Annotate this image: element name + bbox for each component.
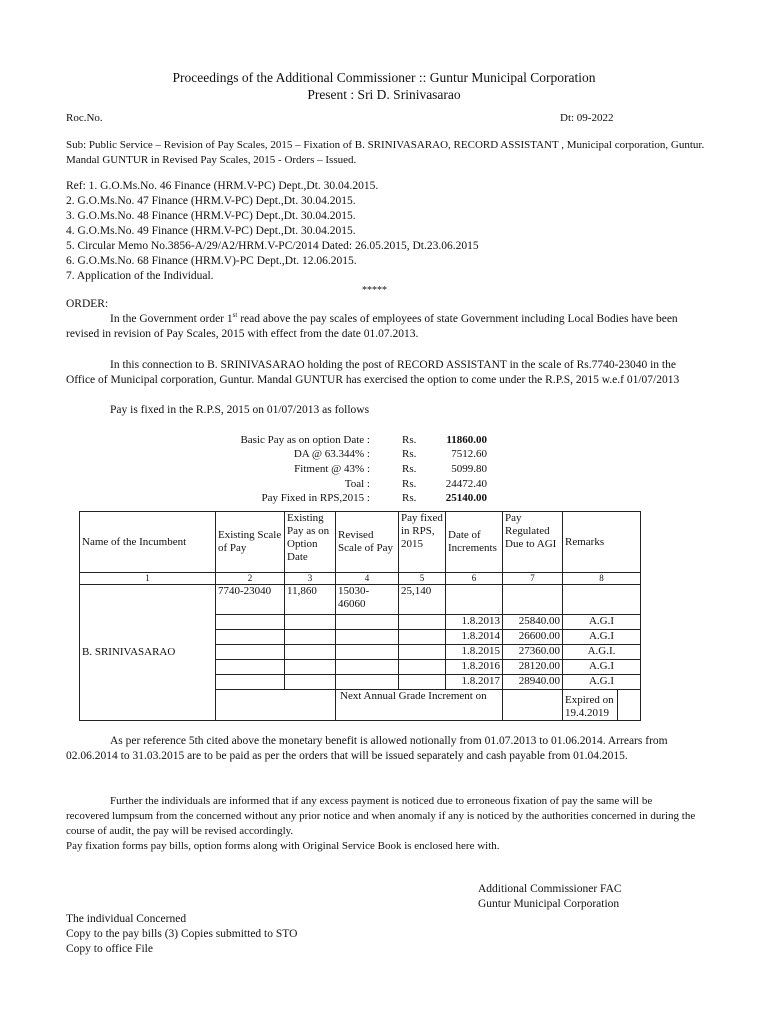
remark-cell: A.G.I [563, 630, 641, 645]
distribution-item: Copy to office File [66, 943, 153, 955]
column-number: 6 [446, 573, 503, 585]
empty-cell [285, 675, 336, 690]
column-number: 5 [399, 573, 446, 585]
pay-row-total [180, 477, 490, 492]
empty-cell [285, 660, 336, 675]
paragraph-1-text-rest: read above the pay scales of employees of state Government including Local Bodies have been revised in revision of Pay Scales, 2015 with effect from the date 01.07.2013. [66, 313, 678, 340]
present-line: Present : Sri D. Srinivasarao [307, 87, 461, 102]
regulated-pay: 28940.00 [503, 675, 563, 690]
pay-label: Basic Pay as on option Date : [240, 434, 370, 446]
column-number: 7 [503, 573, 563, 585]
regulated-pay: 26600.00 [503, 630, 563, 645]
table-header-cell: Pay fixed in RPS, 2015 [399, 512, 446, 573]
expired-text: Expired on 19.4.2019 [563, 690, 618, 720]
paragraph-4 [66, 734, 696, 764]
paragraph-2: In this connection to B. SRINIVASARAO holding the post of RECORD ASSISTANT in the scale of Rs.7740-23040 in the Office of Municipal corporation, Guntur. Mandal GUNTUR has exercised the option to come under the R.P.S, 2015 w.e.f 01/07/2013 [66, 359, 680, 386]
table-header-cell: Existing Scale of Pay [216, 512, 285, 573]
roc-number: Roc.No. [66, 112, 103, 124]
table-header-cell: Revised Scale of Pay [336, 512, 399, 573]
empty-cell [336, 675, 399, 690]
increment-date: 1.8.2013 [446, 615, 503, 630]
table-header-cell: Pay Regulated Due to AGI [503, 512, 563, 573]
pay-label: Fitment @ 43% : [294, 463, 370, 475]
regulated-pay: 27360.00 [503, 645, 563, 660]
paragraph-3: Pay is fixed in the R.P.S, 2015 on 01/07/2013 as follows [110, 404, 370, 416]
empty-cell [399, 645, 446, 660]
table-row [80, 585, 641, 615]
empty-cell [399, 630, 446, 645]
table-header-cell: Name of the Incumbent [80, 512, 216, 573]
separator-stars: ***** [362, 285, 387, 296]
table-header-cell: Remarks [563, 512, 641, 573]
next-increment-label: Next Annual Grade Increment on [336, 690, 503, 721]
paragraph-4-text: As per reference 5th cited above the monetary benefit is allowed notionally from 01.07.2013 to 01.06.2014. Arrears from 02.06.2014 to 31.03.2015 are to be paid as per the orders that will be issued separately and cash payable from 01.04.2015. [66, 735, 668, 762]
paragraph-5-text: Further the individuals are informed that if any excess payment is noticed due to erroneous fixation of pay the same will be recovered lumpsum from the concerned without any prior notice and when anomaly if any is noticed by the authorities concerned in during the course of audit, the pay will be revised accordingly. [66, 795, 696, 837]
pay-row-fitment [180, 462, 490, 477]
empty-cell [216, 615, 285, 630]
empty-cell [563, 585, 641, 615]
order-date: Dt: 09-2022 [560, 112, 614, 124]
paragraph-5 [66, 794, 696, 839]
paragraph-1 [66, 312, 688, 342]
existing-scale-cell: 7740-23040 [216, 585, 285, 615]
distribution-item: Copy to the pay bills (3) Copies submitted to STO [66, 928, 298, 940]
pay-label: Toal : [344, 478, 370, 490]
reference-item: 6. G.O.Ms.No. 68 Finance (HRM.V)-PC Dept.,Dt. 12.06.2015. [66, 255, 357, 267]
signature-title: Additional Commissioner FAC [478, 883, 622, 895]
increment-date: 1.8.2015 [446, 645, 503, 660]
paragraph-6: Pay fixation forms pay bills, option forms along with Original Service Book is enclosed here with. [66, 840, 500, 852]
rs-label: Rs. [402, 434, 417, 446]
increment-date: 1.8.2017 [446, 675, 503, 690]
empty-cell [399, 660, 446, 675]
rs-label: Rs. [402, 478, 417, 490]
empty-subcell [618, 690, 640, 720]
reference-item: Ref: 1. G.O.Ms.No. 46 Finance (HRM.V-PC) Dept.,Dt. 30.04.2015. [66, 180, 379, 192]
pay-amount: 25140.00 [445, 492, 487, 504]
increment-date: 1.8.2016 [446, 660, 503, 675]
pay-row-fixed [180, 491, 490, 506]
increment-date: 1.8.2014 [446, 630, 503, 645]
rs-label: Rs. [402, 463, 417, 475]
column-number: 2 [216, 573, 285, 585]
ordinal-superscript: st [232, 311, 238, 320]
table-column-number-row [80, 573, 641, 585]
subject-line: Sub: Public Service – Revision of Pay Scales, 2015 – Fixation of B. SRINIVASARAO, RECORD ASSISTANT , Municipal corporation, Guntur. Mandal GUNTUR in Revised Pay Scales, 2015 - Orders – Issued. [66, 139, 705, 166]
remark-cell: A.G.I [563, 615, 641, 630]
reference-item: 7. Application of the Individual. [66, 270, 214, 282]
empty-cell [216, 645, 285, 660]
empty-cell [216, 690, 336, 721]
expired-cell [563, 690, 641, 721]
distribution-item: The individual Concerned [66, 913, 187, 925]
existing-pay-cell: 11,860 [285, 585, 336, 615]
empty-cell [446, 585, 503, 615]
reference-item: 4. G.O.Ms.No. 49 Finance (HRM.V-PC) Dept.,Dt. 30.04.2015. [66, 225, 356, 237]
reference-item: 5. Circular Memo No.3856-A/29/A2/HRM.V-PC/2014 Dated: 26.05.2015, Dt.23.06.2015 [66, 240, 479, 252]
pay-row-basic [180, 433, 490, 448]
remark-cell: A.G.I [563, 675, 641, 690]
empty-cell [503, 585, 563, 615]
signature-organization: Guntur Municipal Corporation [478, 898, 620, 910]
order-label: ORDER: [66, 298, 109, 310]
pay-amount: 11860.00 [446, 434, 487, 446]
incumbent-name: B. SRINIVASARAO [80, 585, 216, 721]
pay-fixation-table [79, 511, 641, 721]
pay-fixed-cell: 25,140 [399, 585, 446, 615]
column-number: 3 [285, 573, 336, 585]
remark-cell: A.G.I [563, 660, 641, 675]
table-header-cell: Date of Increments [446, 512, 503, 573]
empty-cell [503, 690, 563, 721]
pay-amount: 24472.40 [445, 478, 487, 490]
regulated-pay: 25840.00 [503, 615, 563, 630]
empty-cell [399, 615, 446, 630]
revised-scale-cell: 15030-46060 [336, 585, 399, 615]
empty-cell [216, 660, 285, 675]
empty-cell [216, 675, 285, 690]
document-title: Proceedings of the Additional Commissioner :: Guntur Municipal Corporation [172, 70, 596, 85]
regulated-pay: 28120.00 [503, 660, 563, 675]
column-number: 4 [336, 573, 399, 585]
pay-amount: 7512.60 [451, 448, 487, 460]
table-header-cell: Existing Pay as on Option Date [285, 512, 336, 573]
empty-cell [285, 615, 336, 630]
pay-row-da [180, 447, 490, 462]
empty-cell [285, 630, 336, 645]
rs-label: Rs. [402, 448, 417, 460]
reference-item: 2. G.O.Ms.No. 47 Finance (HRM.V-PC) Dept.,Dt. 30.04.2015. [66, 195, 356, 207]
empty-cell [336, 645, 399, 660]
pay-label: DA @ 63.344% : [293, 448, 370, 460]
empty-cell [399, 675, 446, 690]
column-number: 1 [80, 573, 216, 585]
pay-label: Pay Fixed in RPS,2015 : [261, 492, 370, 504]
remark-cell: A.G.I. [563, 645, 641, 660]
column-number: 8 [563, 573, 641, 585]
pay-amount: 5099.80 [451, 463, 487, 475]
empty-cell [285, 645, 336, 660]
rs-label: Rs. [402, 492, 417, 504]
reference-item: 3. G.O.Ms.No. 48 Finance (HRM.V-PC) Dept.,Dt. 30.04.2015. [66, 210, 356, 222]
empty-cell [336, 630, 399, 645]
empty-cell [336, 660, 399, 675]
table-header-row [80, 512, 641, 573]
paragraph-1-text: In the Government order 1 [110, 313, 233, 325]
empty-cell [216, 630, 285, 645]
empty-cell [336, 615, 399, 630]
